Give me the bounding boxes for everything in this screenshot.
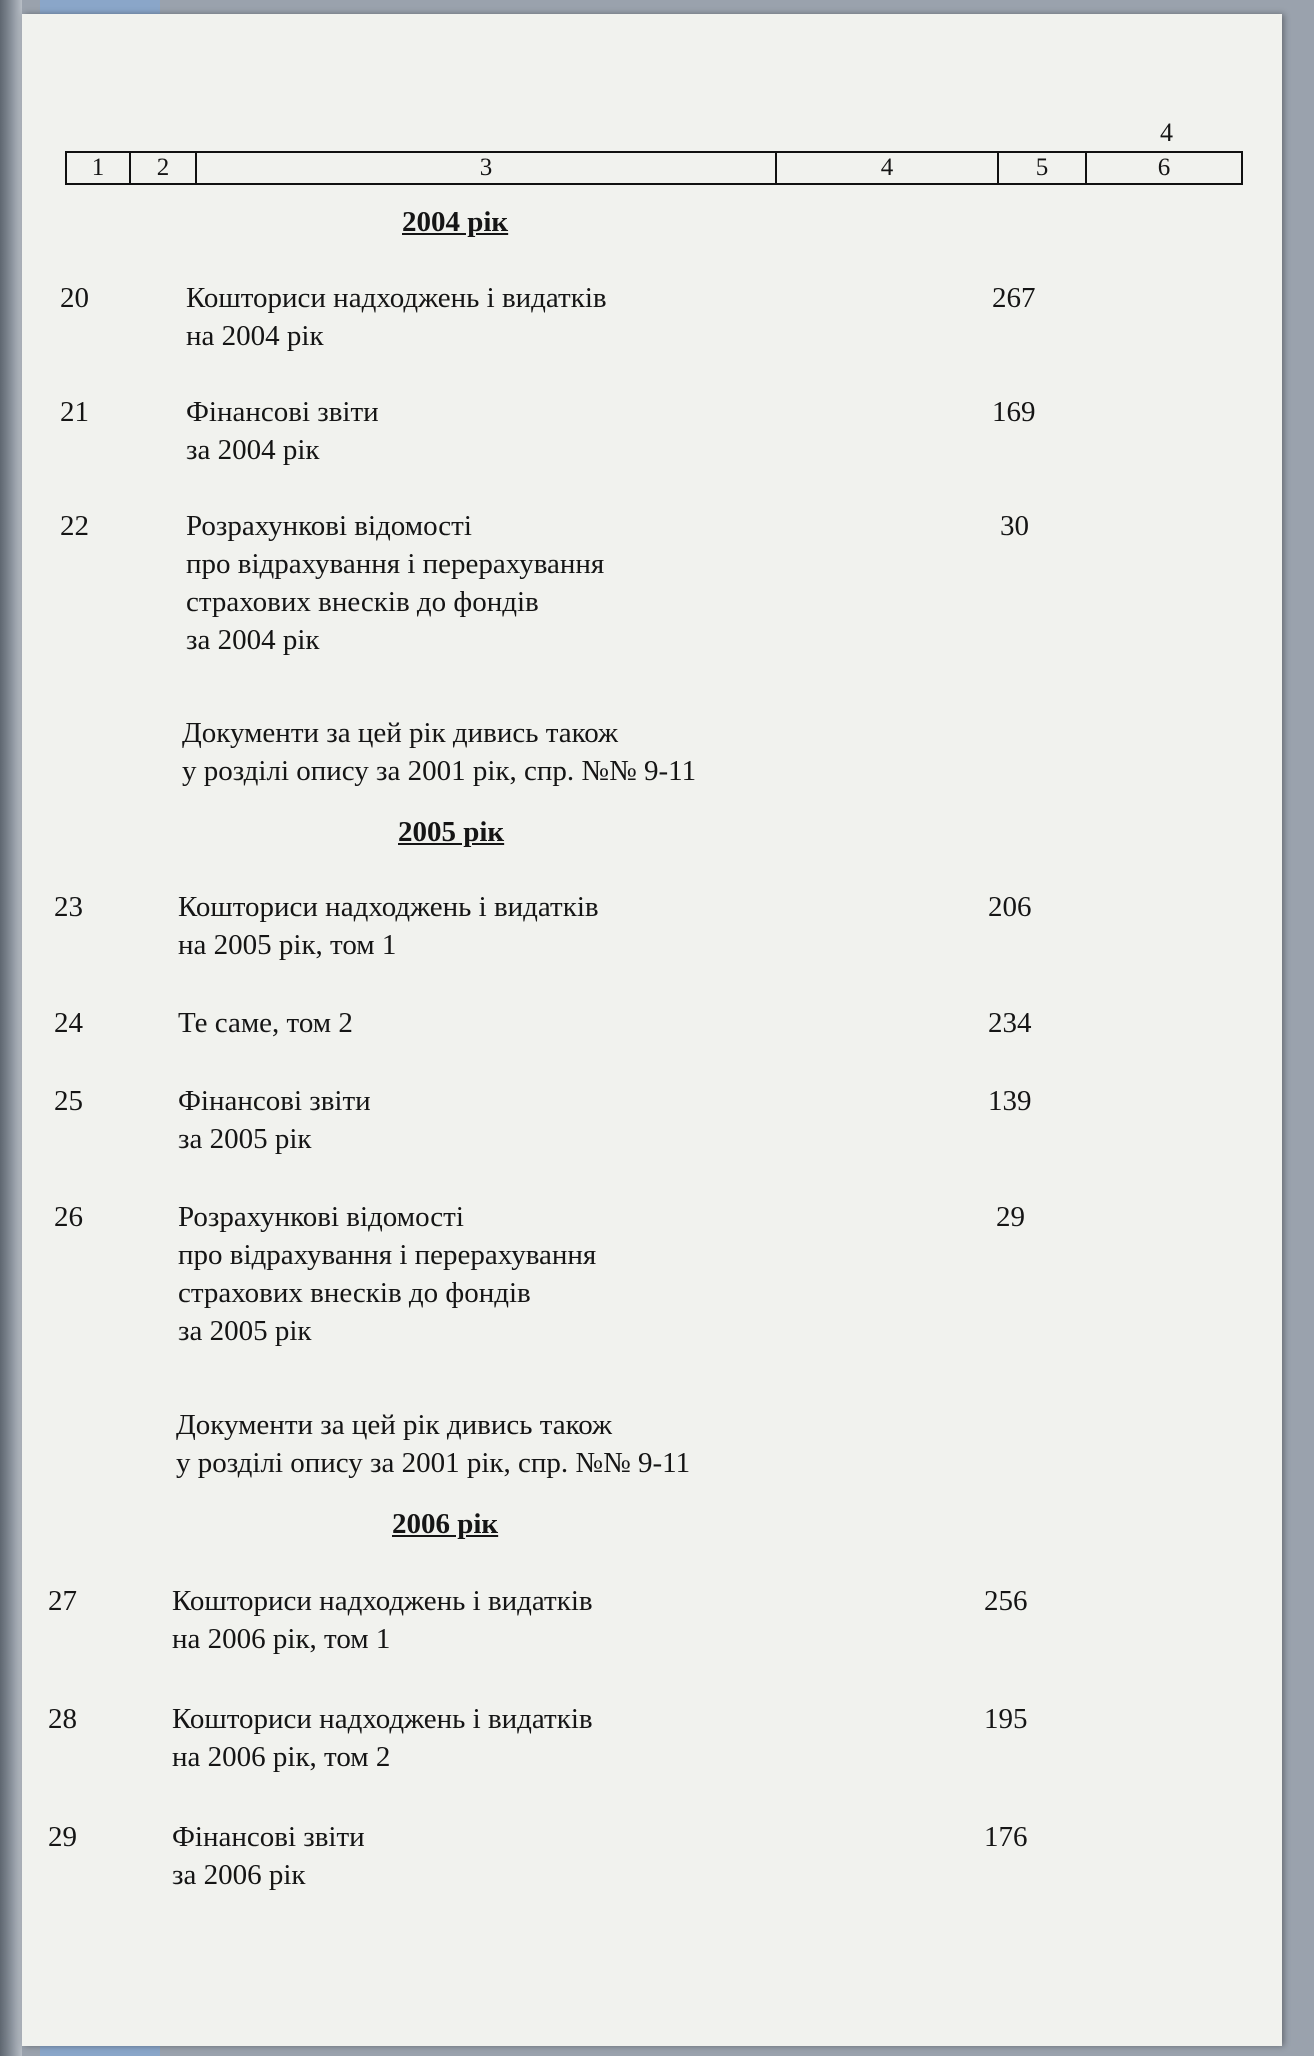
item-title-line: про відрахування і перерахування	[178, 1239, 597, 1271]
item-title-line: Фінансові звіти	[186, 396, 379, 428]
column-header-1: 1	[67, 153, 131, 183]
column-header-row	[65, 151, 1243, 185]
item-title	[178, 888, 599, 964]
item-title-line: на 2005 рік, том 1	[178, 929, 397, 961]
item-title-line: за 2005 рік	[178, 1123, 312, 1155]
item-title	[172, 1582, 593, 1658]
note-line: у розділі опису за 2001 рік, спр. №№ 9-11	[182, 755, 697, 787]
item-title-line: на 2006 рік, том 2	[172, 1741, 391, 1773]
column-header-6: 6	[1157, 154, 1171, 181]
item-number: 24	[54, 1007, 83, 1039]
item-title	[178, 1004, 353, 1042]
item-title	[172, 1818, 365, 1894]
item-title-line: страхових внесків до фондів	[178, 1277, 531, 1309]
item-title-line: Розрахункові відомості	[178, 1201, 464, 1233]
item-number: 20	[60, 282, 89, 314]
cross-reference-note	[182, 714, 696, 790]
item-title-line: Кошториси надходжень і видатків	[172, 1703, 593, 1735]
section-year-heading: 2004 рік	[402, 206, 509, 238]
item-number: 22	[60, 510, 89, 542]
column-header-2: 2	[131, 153, 197, 183]
item-title-line: Кошториси надходжень і видатків	[186, 282, 607, 314]
item-title-line: Кошториси надходжень і видатків	[172, 1585, 593, 1617]
item-number: 23	[54, 891, 83, 923]
item-sheet-count: 139	[988, 1085, 1032, 1117]
item-number: 25	[54, 1085, 83, 1117]
item-title	[186, 507, 604, 659]
item-title-line: за 2004 рік	[186, 624, 320, 656]
document-page	[22, 14, 1282, 2046]
page-number: 4	[1160, 118, 1173, 147]
item-title	[186, 279, 607, 355]
item-number: 26	[54, 1201, 83, 1233]
item-title	[178, 1082, 371, 1158]
item-title-line: Те саме, том 2	[178, 1007, 353, 1039]
item-sheet-count: 195	[984, 1703, 1028, 1735]
item-sheet-count: 29	[996, 1201, 1025, 1233]
item-number: 21	[60, 396, 89, 428]
note-line: Документи за цей рік дивись також	[176, 1409, 613, 1441]
item-sheet-count: 30	[1000, 510, 1029, 542]
item-sheet-count: 267	[992, 282, 1036, 314]
cross-reference-note	[176, 1406, 690, 1482]
item-title-line: Фінансові звіти	[178, 1085, 371, 1117]
column-header-3: 3	[197, 153, 777, 183]
section-year-heading: 2006 рік	[392, 1508, 499, 1540]
item-title-line: на 2006 рік, том 1	[172, 1623, 391, 1655]
item-title-line: Фінансові звіти	[172, 1821, 365, 1853]
item-title-line: за 2005 рік	[178, 1315, 312, 1347]
item-title	[186, 393, 379, 469]
item-title-line: Кошториси надходжень і видатків	[178, 891, 599, 923]
item-title-line: страхових внесків до фондів	[186, 586, 539, 618]
note-line: у розділі опису за 2001 рік, спр. №№ 9-11	[176, 1447, 691, 1479]
column-header-5: 5	[999, 153, 1087, 183]
item-title-line: Розрахункові відомості	[186, 510, 472, 542]
item-title	[178, 1198, 596, 1350]
item-sheet-count: 176	[984, 1821, 1028, 1853]
book-binding	[0, 0, 22, 2056]
column-header-4: 4	[777, 153, 999, 183]
item-number: 27	[48, 1585, 77, 1617]
item-title-line: за 2004 рік	[186, 434, 320, 466]
note-line: Документи за цей рік дивись також	[182, 717, 619, 749]
section-year-heading: 2005 рік	[398, 816, 505, 848]
item-sheet-count: 169	[992, 396, 1036, 428]
item-sheet-count: 256	[984, 1585, 1028, 1617]
item-title	[172, 1700, 593, 1776]
item-sheet-count: 206	[988, 891, 1032, 923]
item-number: 29	[48, 1821, 77, 1853]
item-number: 28	[48, 1703, 77, 1735]
item-title-line: на 2004 рік	[186, 320, 324, 352]
item-title-line: за 2006 рік	[172, 1859, 306, 1891]
item-sheet-count: 234	[988, 1007, 1032, 1039]
item-title-line: про відрахування і перерахування	[186, 548, 605, 580]
